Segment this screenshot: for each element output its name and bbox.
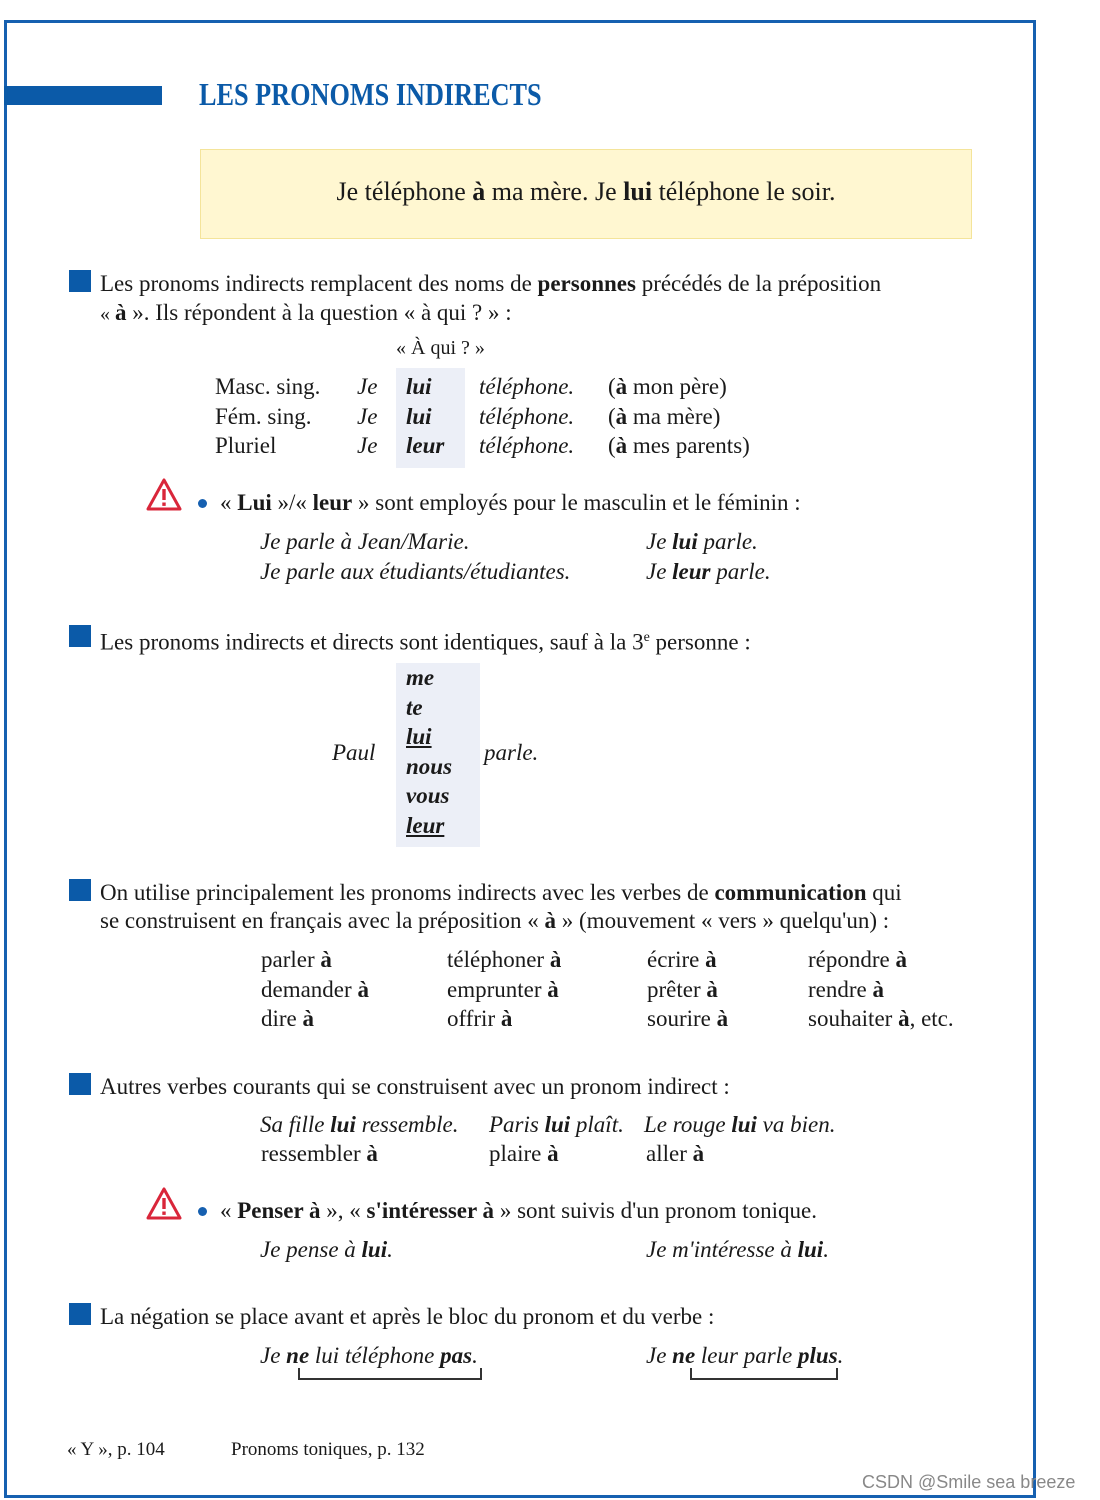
text-segment: parle. [710, 559, 771, 584]
text-segment: Autres verbes courants qui se construisent avec un pronom indirect : [100, 1074, 730, 1099]
text-segment: ma mère. Je [485, 177, 624, 206]
text-segment: » (mouvement « vers » quelqu'un) : [556, 908, 890, 933]
verb-item [647, 976, 718, 1004]
text-segment: à [115, 300, 127, 325]
verb-item [808, 946, 907, 974]
infinitive [646, 1140, 704, 1168]
row-reference [608, 373, 727, 401]
row-subject: Je [357, 403, 378, 429]
text-segment: Je téléphone [336, 177, 473, 206]
pronoun-vous: vous [406, 783, 450, 809]
pronoun-me: me [406, 665, 435, 690]
text-segment: à [366, 1141, 378, 1166]
bullet [198, 499, 207, 508]
text-segment: . [472, 1343, 478, 1368]
example [646, 528, 758, 556]
verb-item [647, 1005, 728, 1033]
example [646, 558, 771, 586]
section-marker [69, 625, 91, 647]
verb-item [261, 1005, 314, 1033]
text-segment: Le rouge [644, 1112, 732, 1137]
text-segment: à [549, 947, 562, 972]
text-segment: »/« [271, 490, 313, 515]
text-segment: Paris [489, 1112, 545, 1137]
text-segment: plaire [489, 1141, 548, 1166]
example [489, 1111, 624, 1139]
text-segment: personnes [537, 271, 636, 296]
s2-line1 [100, 624, 751, 657]
text-segment: plaît. [570, 1112, 624, 1137]
text-segment: » sont suivis d'un pronom tonique. [494, 1198, 818, 1223]
text-segment: lui [797, 1237, 824, 1262]
text-segment: parle. [697, 529, 758, 554]
row-reference [608, 403, 720, 431]
text-segment: à [716, 1006, 729, 1031]
text-segment: à [500, 1006, 513, 1031]
row-pronoun: lui [406, 403, 432, 429]
row-verb: téléphone. [479, 433, 575, 458]
verb-item [261, 946, 332, 974]
text-segment: à [706, 976, 718, 1002]
pronoun-te: te [406, 694, 423, 720]
warning-icon [146, 478, 182, 512]
verb-item [261, 976, 369, 1004]
example-sentence [201, 178, 971, 206]
text-segment: offrir [447, 1006, 501, 1031]
text-segment: « [100, 303, 115, 325]
text-segment: à [898, 1006, 910, 1031]
text-segment: Penser à [237, 1198, 321, 1223]
example [260, 1111, 458, 1139]
s5-line1 [100, 1303, 714, 1331]
text-segment: téléphone le soir. [652, 177, 836, 206]
text-segment: Je parle aux étudiants/étudiantes. [260, 559, 571, 584]
section-marker [69, 1073, 91, 1095]
pronoun-nous: nous [406, 753, 453, 779]
text-segment: prêter [647, 976, 707, 1002]
text-segment: parler [261, 947, 321, 972]
text-segment: Je [646, 1343, 673, 1368]
verb-item [447, 976, 559, 1004]
text-segment: demander [261, 976, 358, 1002]
text-segment: Je parle à Jean/Marie. [260, 529, 470, 554]
s1-line2 [100, 299, 512, 328]
verb-item [447, 1005, 512, 1033]
text-segment: Je [646, 559, 673, 584]
text-segment: sourire [647, 1006, 717, 1031]
text-segment: lui [623, 177, 653, 206]
text-segment: leur [672, 559, 711, 584]
text-segment: emprunter [447, 976, 548, 1002]
text-segment: qui [866, 880, 902, 905]
infinitive [489, 1140, 559, 1168]
text-segment: rendre [808, 976, 873, 1002]
example [260, 1236, 393, 1264]
verb-item [447, 946, 561, 974]
infinitive [261, 1140, 378, 1168]
example [646, 1236, 829, 1264]
text-segment: La négation se place avant et après le bloc du pronom et du verbe : [100, 1304, 715, 1329]
text-segment: répondre [808, 947, 896, 972]
text-segment: à [615, 403, 628, 429]
example [260, 558, 570, 586]
text-segment: leur parle [695, 1343, 799, 1368]
example-box [200, 149, 972, 239]
text-segment: écrire [647, 947, 706, 972]
text-segment: . [823, 1237, 829, 1262]
text-segment: . [837, 1343, 844, 1368]
text-segment: à [895, 947, 907, 972]
text-segment: mes parents) [627, 433, 750, 458]
text-segment: Les pronoms indirects remplacent des noms de [100, 271, 538, 296]
text-segment: personne : [649, 629, 751, 655]
text-segment: à [302, 1006, 315, 1031]
text-segment: se construisent en français avec la préposition « [100, 908, 545, 933]
text-segment: à [472, 177, 486, 206]
title-bar-decoration [4, 86, 162, 105]
text-segment: , etc. [909, 1006, 954, 1031]
text-segment: à [692, 1141, 705, 1166]
text-segment: mon père) [627, 374, 727, 399]
example [260, 528, 469, 556]
text-segment: à [357, 976, 369, 1002]
row-label: Fém. sing. [215, 403, 312, 429]
text-segment: précédés de la préposition [635, 271, 882, 296]
verb: parle. [484, 740, 539, 765]
cross-reference-link[interactable]: Pronoms toniques, p. 132 [231, 1439, 425, 1460]
text-segment: ( [608, 374, 616, 399]
text-segment: communication [714, 880, 867, 905]
text-segment: Je pense à [260, 1237, 362, 1262]
watermark: CSDN @Smile sea breeze [862, 1472, 1076, 1492]
text-segment: lui [361, 1237, 388, 1262]
text-segment: ne [286, 1343, 310, 1368]
text-segment: à [547, 1141, 559, 1166]
section-marker [69, 879, 91, 901]
text-segment: ressemble. [355, 1112, 459, 1137]
text-segment: Je m'intéresse à [646, 1237, 798, 1262]
section-marker [69, 1303, 91, 1325]
row-label: Pluriel [215, 433, 277, 458]
text-segment: dire [261, 1006, 303, 1031]
row-verb: téléphone. [479, 403, 575, 429]
warning-text [220, 489, 801, 517]
text-segment: lui [544, 1112, 571, 1137]
bullet [198, 1207, 207, 1216]
row-pronoun: leur [406, 433, 445, 458]
row-subject: Je [357, 374, 378, 399]
section-marker [69, 270, 91, 292]
row-verb: téléphone. [479, 374, 575, 399]
pronoun-leur: leur [406, 813, 445, 838]
verb-item [808, 1005, 954, 1033]
verb-item [647, 946, 717, 974]
row-pronoun: lui [406, 374, 432, 399]
text-segment: à [320, 947, 332, 972]
text-segment: pas [440, 1343, 473, 1368]
text-segment: à [544, 908, 557, 933]
question-label: « À qui ? » [396, 337, 485, 359]
text-segment: On utilise principalement les pronoms indirects avec les verbes de [100, 880, 715, 905]
negation-bracket [298, 1368, 482, 1380]
text-segment: lui téléphone [309, 1343, 441, 1368]
text-segment: « [220, 1198, 238, 1223]
text-segment: e [643, 630, 650, 645]
text-segment: ( [608, 403, 616, 429]
text-segment: aller [646, 1141, 693, 1166]
text-segment: Sa fille [260, 1112, 331, 1137]
subject: Paul [332, 740, 376, 765]
text-segment: plus [798, 1343, 838, 1368]
text-segment: ne [672, 1343, 696, 1368]
row-label: Masc. sing. [215, 374, 321, 399]
text-segment: à [872, 976, 884, 1002]
verb-item [808, 976, 884, 1004]
text-segment: ressembler [261, 1141, 367, 1166]
text-segment: à [615, 433, 628, 458]
row-subject: Je [357, 433, 378, 458]
text-segment: s'intéresser à [366, 1198, 495, 1223]
text-segment: lui [672, 529, 698, 554]
pronoun-lui: lui [406, 724, 432, 750]
warning-icon [146, 1187, 182, 1221]
s1-line1 [100, 270, 881, 298]
text-segment: . [387, 1237, 393, 1262]
example [260, 1342, 478, 1370]
row-reference [608, 432, 750, 460]
s4-line1 [100, 1073, 730, 1101]
text-segment: » sont employés pour le masculin et le féminin : [352, 490, 801, 515]
text-segment: à [547, 976, 559, 1002]
text-segment: téléphoner [447, 947, 550, 972]
negation-bracket [690, 1368, 838, 1380]
text-segment: « [220, 490, 238, 515]
text-segment: lui [330, 1112, 356, 1137]
text-segment: lui [731, 1112, 757, 1137]
example [644, 1111, 835, 1139]
text-segment: ma mère) [627, 403, 721, 429]
text-segment: », « [320, 1198, 367, 1223]
text-segment: Je [646, 529, 673, 554]
text-segment: va bien. [756, 1112, 836, 1137]
text-segment: ( [608, 433, 616, 458]
example [646, 1342, 843, 1370]
text-segment: ». Ils répondent à la question « à qui ? » : [126, 300, 512, 325]
text-segment: leur [312, 490, 353, 515]
text-segment: Je [260, 1343, 287, 1368]
text-segment: souhaiter [808, 1006, 899, 1031]
warning-text [220, 1197, 817, 1225]
text-segment: à [705, 947, 717, 972]
s3-line1 [100, 879, 902, 907]
text-segment: Les pronoms indirects et directs sont identiques, sauf à la 3 [100, 629, 644, 655]
text-segment: à [615, 374, 628, 399]
text-segment: Lui [237, 490, 272, 515]
s3-line2 [100, 907, 889, 935]
cross-reference-link[interactable]: « Y », p. 104 [67, 1439, 165, 1460]
page-title: LES PRONOMS INDIRECTS [199, 76, 542, 112]
